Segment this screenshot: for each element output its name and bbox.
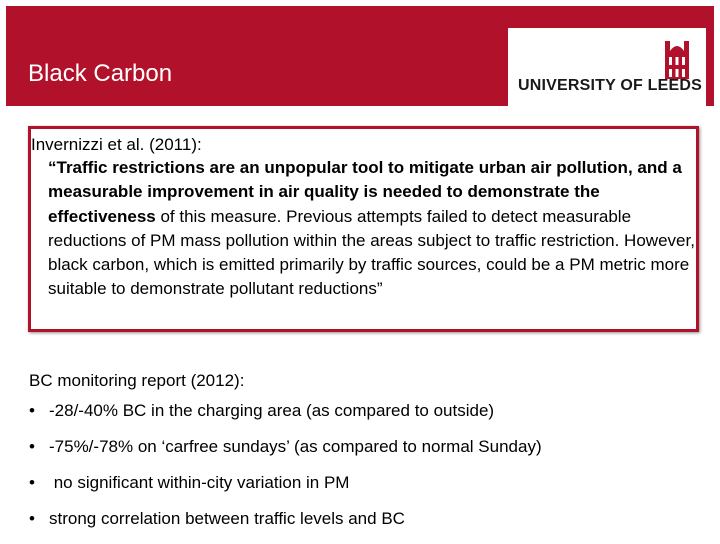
slide-header [6, 6, 714, 106]
university-tower-icon [657, 39, 697, 79]
list-item [29, 436, 542, 472]
bullet-icon: • [29, 401, 35, 420]
list-item [29, 472, 542, 508]
bullet-icon: • [29, 437, 35, 456]
quote-citation: Invernizzi et al. (2011): [31, 135, 202, 154]
list-item-text: strong correlation between traffic levels and BC [49, 509, 405, 528]
university-name: UNIVERSITY OF LEEDS [518, 77, 702, 94]
quote-normal-text: of this measure. Previous attempts failed to detect measurable reductions of PM mass pollution within the areas subject to traffic restriction. However, black carbon, which is emitted primarily by traffic sources, could be a PM metric more suitable to demonstrate pollutant reductions” [48, 206, 695, 299]
university-logo [508, 28, 706, 106]
report-heading: BC monitoring report (2012): [29, 371, 245, 390]
slide-title: Black Carbon [28, 60, 173, 87]
quote-bold-text: “Traffic restrictions are an unpopular tool to mitigate urban air pollution, and a measurable improvement in air quality is needed to demonstrate the effectiveness [48, 158, 682, 226]
list-item [29, 508, 542, 544]
list-item-text: -75%/-78% on ‘carfree sundays’ (as compared to normal Sunday) [49, 437, 542, 456]
bullet-icon: • [29, 473, 35, 492]
list-item-text: -28/-40% BC in the charging area (as compared to outside) [49, 401, 495, 420]
list-item-text: no significant within-city variation in PM [49, 473, 350, 492]
bullet-icon: • [29, 509, 35, 528]
list-item [29, 400, 542, 436]
quote-text [48, 156, 696, 302]
findings-list [29, 400, 542, 544]
